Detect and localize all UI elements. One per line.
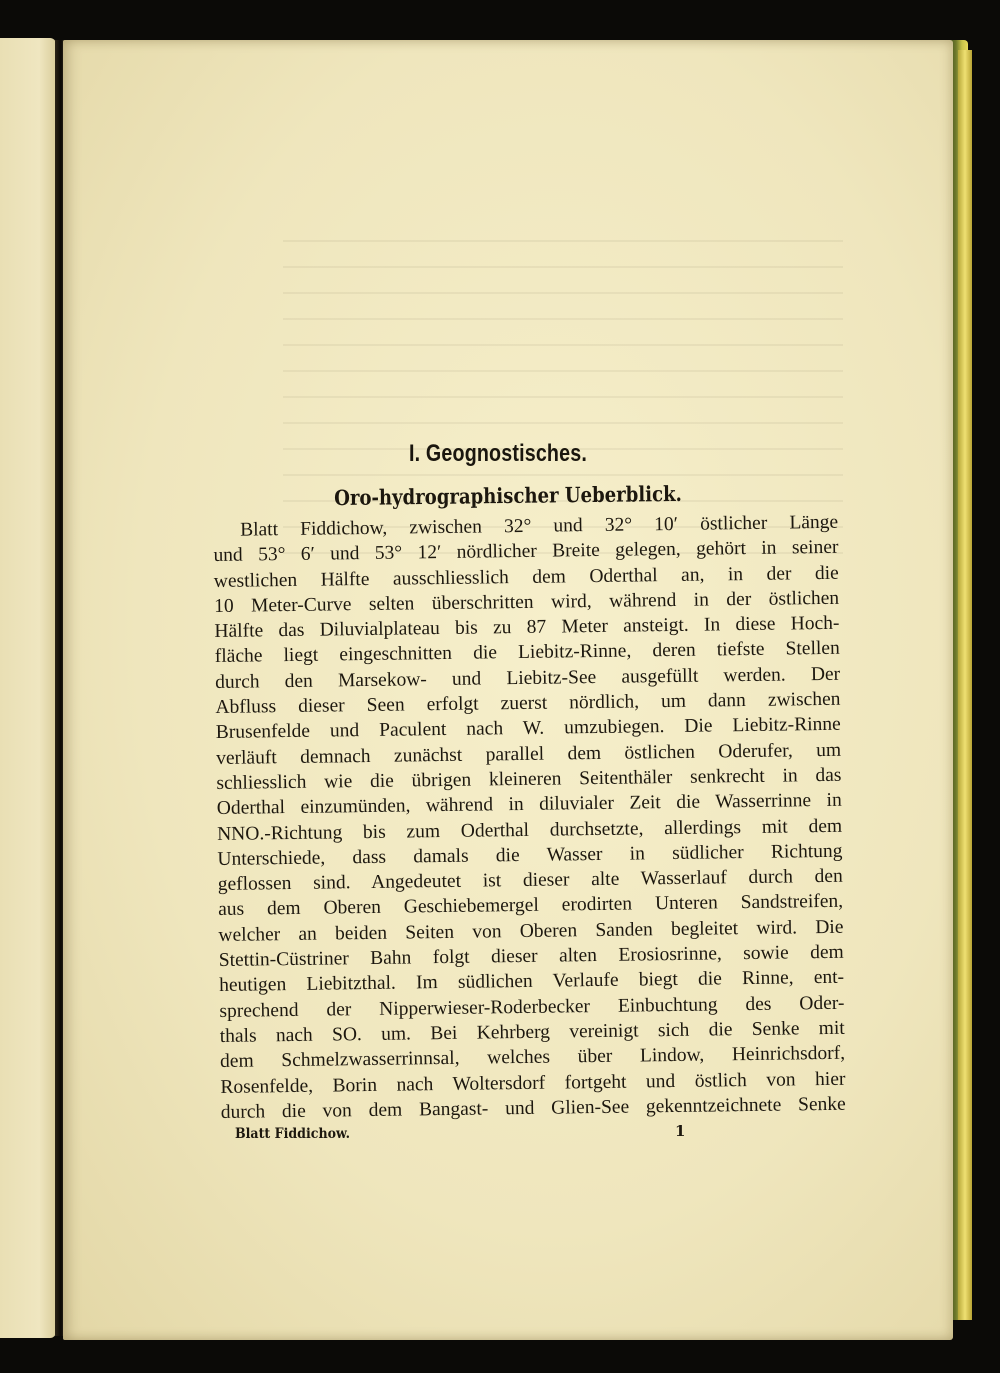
- text-line: NNO.-Richtung bis zum Oderthal durchsetzte, allerdings mit dem: [216, 815, 843, 845]
- body-paragraph: [213, 510, 846, 1125]
- book-page: [63, 40, 953, 1340]
- section-heading: I. Geognostisches.: [409, 440, 587, 467]
- cover-edge-yellow: [958, 50, 972, 1320]
- text-line: westlichen Hälfte ausschliesslich dem Oderthal an, in der die: [213, 562, 839, 592]
- text-line: thals nach SO. um. Bei Kehrberg vereinigt sich die Senke mit: [219, 1017, 845, 1047]
- text-line: Abfluss dieser Seen erfolgt zuerst nördlich, um dann zwischen: [215, 688, 841, 719]
- text-line: Rosenfelde, Borin nach Woltersdorf fortgeht und östlich von hier: [220, 1068, 846, 1098]
- text-line: aus dem Oberen Geschiebemergel erodirten Unteren Sandstreifen,: [217, 891, 844, 921]
- signature-line: Blatt Fiddichow.: [235, 1126, 350, 1142]
- text-line: Unterschiede, dass damals die Wasser in südlicher Richtung: [217, 840, 843, 870]
- section-subheading: Oro-hydrographischer Ueberblick.: [334, 480, 682, 511]
- text-line: sprechend der Nipperwieser-Roderbecker Einbuchtung des Oder-: [219, 992, 845, 1022]
- text-line: verläuft demnach zunächst parallel dem östlichen Oderufer, um: [216, 739, 842, 769]
- text-line: heutigen Liebitzthal. Im südlichen Verlaufe biegt die Rinne, ent-: [218, 967, 845, 997]
- text-line: Oderthal einzumünden, während in diluvialer Zeit die Wasserrinne in: [216, 790, 842, 820]
- signature-number: 1: [675, 1122, 686, 1140]
- left-facing-page-edge: [0, 38, 56, 1338]
- text-line: fläche liegt eingeschnitten die Liebitz-Rinne, deren tiefste Stellen: [214, 638, 840, 668]
- text-line: Hälfte das Diluvialplateau bis zu 87 Meter ansteigt. In diese Hoch-: [214, 612, 840, 643]
- text-line: 10 Meter-Curve selten überschritten wird, während in der östlichen: [214, 587, 840, 617]
- text-line: durch den Marsekow- und Liebitz-See ausgefüllt werden. Der: [215, 663, 841, 693]
- text-line: und 53° 6′ und 53° 12′ nördlicher Breite gelegen, gehört in seiner: [213, 537, 839, 567]
- text-line: Stettin-Cüstriner Bahn folgt dieser alten Erosiosrinne, sowie dem: [218, 941, 844, 972]
- text-line: durch die von dem Bangast- und Glien-See gekenntzeichnete Senke: [220, 1093, 846, 1123]
- text-line: geflossen sind. Angedeutet ist dieser alte Wasserlauf durch den: [217, 865, 843, 896]
- text-line: Blatt Fiddichow, zwischen 32° und 32° 10′ östlicher Länge: [240, 511, 839, 541]
- text-line: Brusenfelde und Paculent nach W. umzubiegen. Die Liebitz-Rinne: [215, 714, 841, 744]
- text-line: schliesslich wie die übrigen kleineren Seitenthäler senkrecht in das: [216, 764, 842, 794]
- text-line: welcher an beiden Seiten von Oberen Sanden begleitet wird. Die: [218, 916, 844, 946]
- text-line: dem Schmelzwasserrinnsal, welches über Lindow, Heinrichsdorf,: [219, 1043, 846, 1073]
